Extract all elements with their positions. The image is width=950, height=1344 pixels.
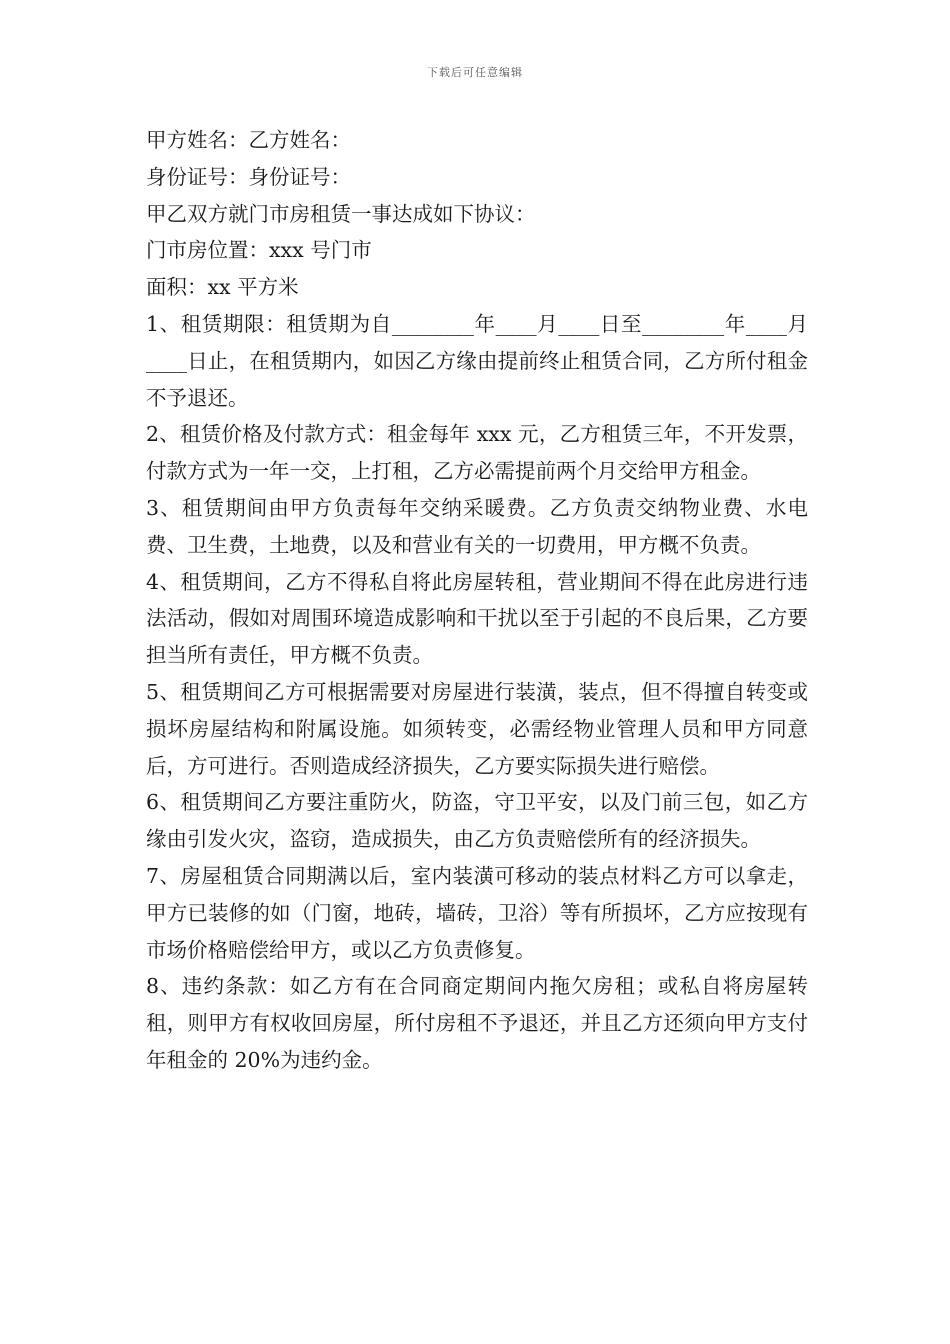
clause-6-safety: 6、租赁期间乙方要注重防火，防盗，守卫平安，以及门前三包，如乙方缘由引发火灾，盗窃，造成损失，由乙方负责赔偿所有的经济损失。: [146, 790, 808, 852]
area-line: 面积：xx 平方米: [146, 275, 299, 300]
id-number-line: 身份证号：身份证号：: [146, 164, 351, 189]
party-names-line: 甲方姓名：乙方姓名：: [146, 128, 351, 152]
contract-body: [146, 122, 808, 1079]
header-note: 下载后可任意编辑: [427, 66, 523, 79]
clause-5-renovation: 5、租赁期间乙方可根据需要对房屋进行装潢，装点，但不得擅自转变或损坏房屋结构和附属设施。如须转变，必需经物业管理人员和甲方同意后，方可进行。否则造成经济损失，乙方要实际损失进行赔偿。: [146, 679, 808, 778]
clause-3-fees: 3、租赁期间由甲方负责每年交纳采暖费。乙方负责交纳物业费、水电费、卫生费，土地费，以及和营业有关的一切费用，甲方概不负责。: [146, 495, 808, 557]
clause-1-lease-term: 1、租赁期限：租赁期为自________年____月____日至________年____月____日止，在租赁期内，如因乙方缘由提前终止租赁合同，乙方所付租金不予退还。: [146, 311, 808, 410]
clause-2-price-payment: 2、租赁价格及付款方式：租金每年 xxx 元，乙方租赁三年，不开发票，付款方式为一年一交，上打租，乙方必需提前两个月交给甲方租金。: [146, 422, 808, 484]
clause-4-subletting: 4、租赁期间，乙方不得私自将此房屋转租，营业期间不得在此房进行违法活动，假如对周围环境造成影响和干扰以至于引起的不良后果，乙方要担当所有责任，甲方概不负责。: [146, 569, 808, 668]
shop-location-line: 门市房位置：xxx 号门市: [146, 238, 372, 263]
agreement-intro-line: 甲乙双方就门市房租赁一事达成如下协议：: [146, 201, 536, 226]
clause-8-breach: 8、违约条款：如乙方有在合同商定期间内拖欠房租；或私自将房屋转租，则甲方有权收回房屋，所付房租不予退还，并且乙方还须向甲方支付年租金的 20%为违约金。: [146, 974, 808, 1072]
clause-7-expiry: 7、房屋租赁合同期满以后，室内装潢可移动的装点材料乙方可以拿走，甲方已装修的如（门窗，地砖，墙砖，卫浴）等有所损坏，乙方应按现有市场价格赔偿给甲方，或以乙方负责修复。: [146, 863, 808, 962]
